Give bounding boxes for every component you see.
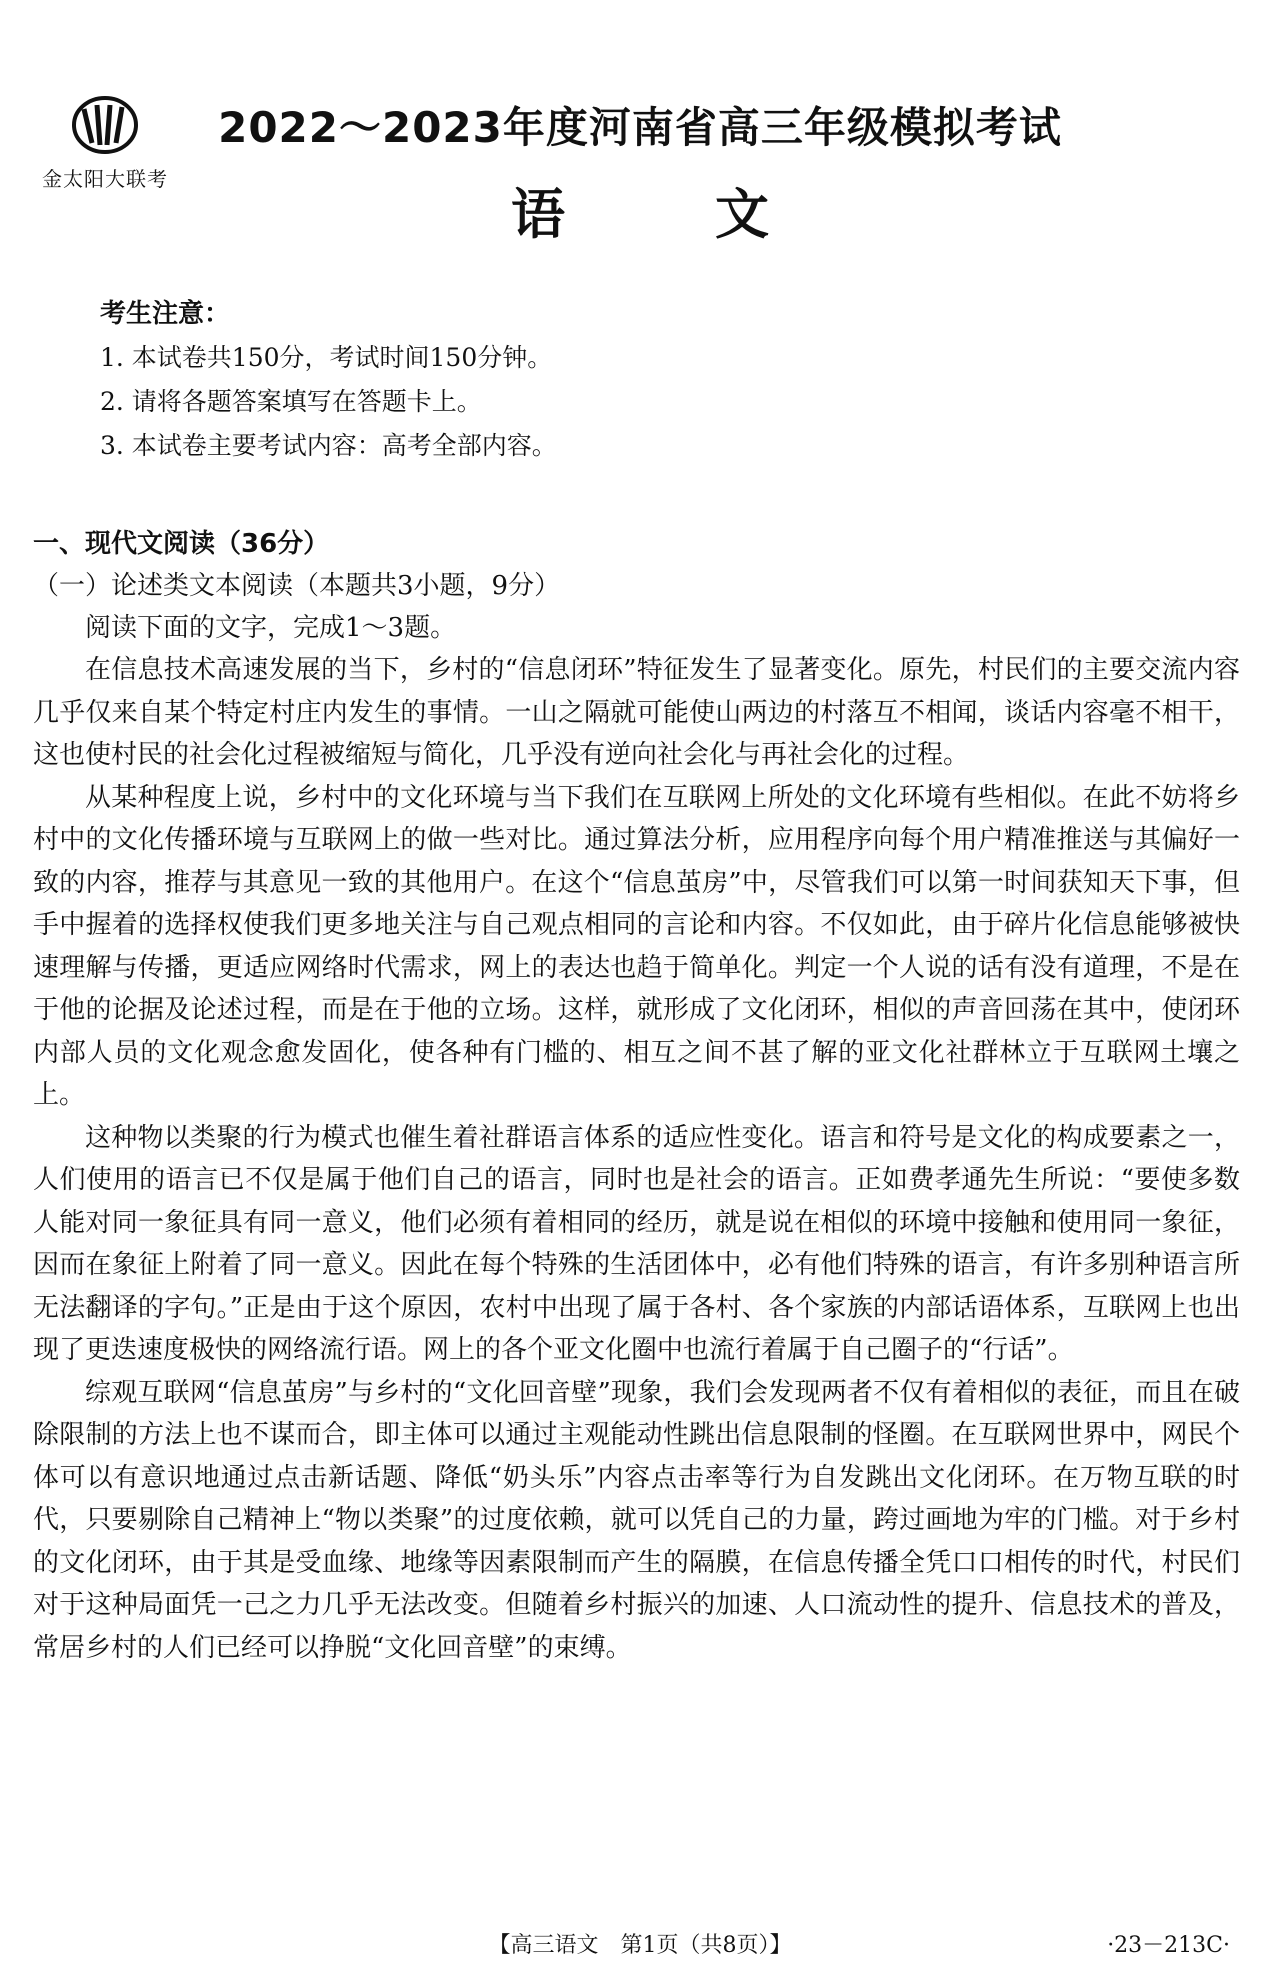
- page-footer: 【高三语文 第1页（共8页）】: [488, 1933, 792, 1958]
- logo-text: 金太阳大联考: [42, 167, 168, 191]
- candidate-notice: [100, 292, 557, 468]
- passage-paragraph: 这种物以类聚的行为模式也催生着社群语言体系的适应性变化。语言和符号是文化的构成要素之一，人们使用的语言已不仅是属于他们自己的语言，同时也是社会的语言。正如费孝通先生所说：“要使多数人能对同一象征具有同一意义，他们必须有着相同的经历，就是说在相似的环境中接触和使用同一象征，因而在象征上附着了同一意义。因此在每个特殊的生活团体中，必有他们特殊的语言，有许多别种语言所无法翻译的字句。”正是由于这个原因，农村中出现了属于各村、各个家族的内部话语体系，互联网上也出现了更迭速度极快的网络流行语。网上的各个亚文化圈中也流行着属于自己圈子的“行话”。: [33, 1122, 1240, 1365]
- exam-title: 2022～2023年度河南省高三年级模拟考试: [218, 103, 1062, 152]
- exam-code: ·23－213C·: [1107, 1933, 1230, 1958]
- passage-paragraph: 在信息技术高速发展的当下，乡村的“信息闭环”特征发生了显著变化。原先，村民们的主要交流内容几乎仅来自某个特定村庄内发生的事情。一山之隔就可能使山两边的村落互不相闻，谈话内容毫不相干，这也使村民的社会化过程被缩短与简化，几乎没有逆向社会化与再社会化的过程。: [33, 655, 1240, 770]
- section-heading: 一、现代文阅读（36分）: [33, 529, 330, 559]
- section-subheading: （一）论述类文本阅读（本题共3小题，9分）: [33, 571, 561, 601]
- passage-paragraph: 综观互联网“信息茧房”与乡村的“文化回音壁”现象，我们会发现两者不仅有着相似的表征，而且在破除限制的方法上也不谋而合，即主体可以通过主观能动性跳出信息限制的怪圈。在互联网世界中，网民个体可以有意识地通过点击新话题、降低“奶头乐”内容点击率等行为自发跳出文化闭环。在万物互联的时代，只要剔除自己精神上“物以类聚”的过度依赖，就可以凭自己的力量，跨过画地为牢的门槛。对于乡村的文化闭环，由于其是受血缘、地缘等因素限制而产生的隔膜，在信息传播全凭口口相传的时代，村民们对于这种局面凭一己之力几乎无法改变。但随着乡村振兴的加速、人口流动性的提升、信息技术的普及，常居乡村的人们已经可以挣脱“文化回音壁”的束缚。: [33, 1377, 1240, 1663]
- notice-item: 2. 请将各题答案填写在答题卡上。: [100, 387, 482, 416]
- passage-paragraph: 从某种程度上说，乡村中的文化环境与当下我们在互联网上所处的文化环境有些相似。在此不妨将乡村中的文化传播环境与互联网上的做一些对比。通过算法分析，应用程序向每个用户精准推送与其偏好一致的内容，推荐与其意见一致的其他用户。在这个“信息茧房”中，尽管我们可以第一时间获知天下事，但手中握着的选择权使我们更多地关注与自己观点相同的言论和内容。不仅如此，由于碎片化信息能够被快速理解与传播，更适应网络时代需求，网上的表达也趋于简单化。判定一个人说的话有没有道理，不是在于他的论据及论述过程，而是在于他的立场。这样，就形成了文化闭环，相似的声音回荡在其中，使闭环内部人员的文化观念愈发固化，使各种有门槛的、相互之间不甚了解的亚文化社群林立于互联网土壤之上。: [33, 782, 1240, 1110]
- subject-title: 语文: [511, 183, 919, 246]
- notice-item: 3. 本试卷主要考试内容：高考全部内容。: [100, 431, 557, 460]
- reading-section: [33, 523, 1240, 1669]
- instruction: 阅读下面的文字，完成1～3题。: [85, 613, 457, 643]
- notice-item: 1. 本试卷共150分，考试时间150分钟。: [100, 343, 553, 372]
- notice-title: 考生注意：: [100, 299, 231, 329]
